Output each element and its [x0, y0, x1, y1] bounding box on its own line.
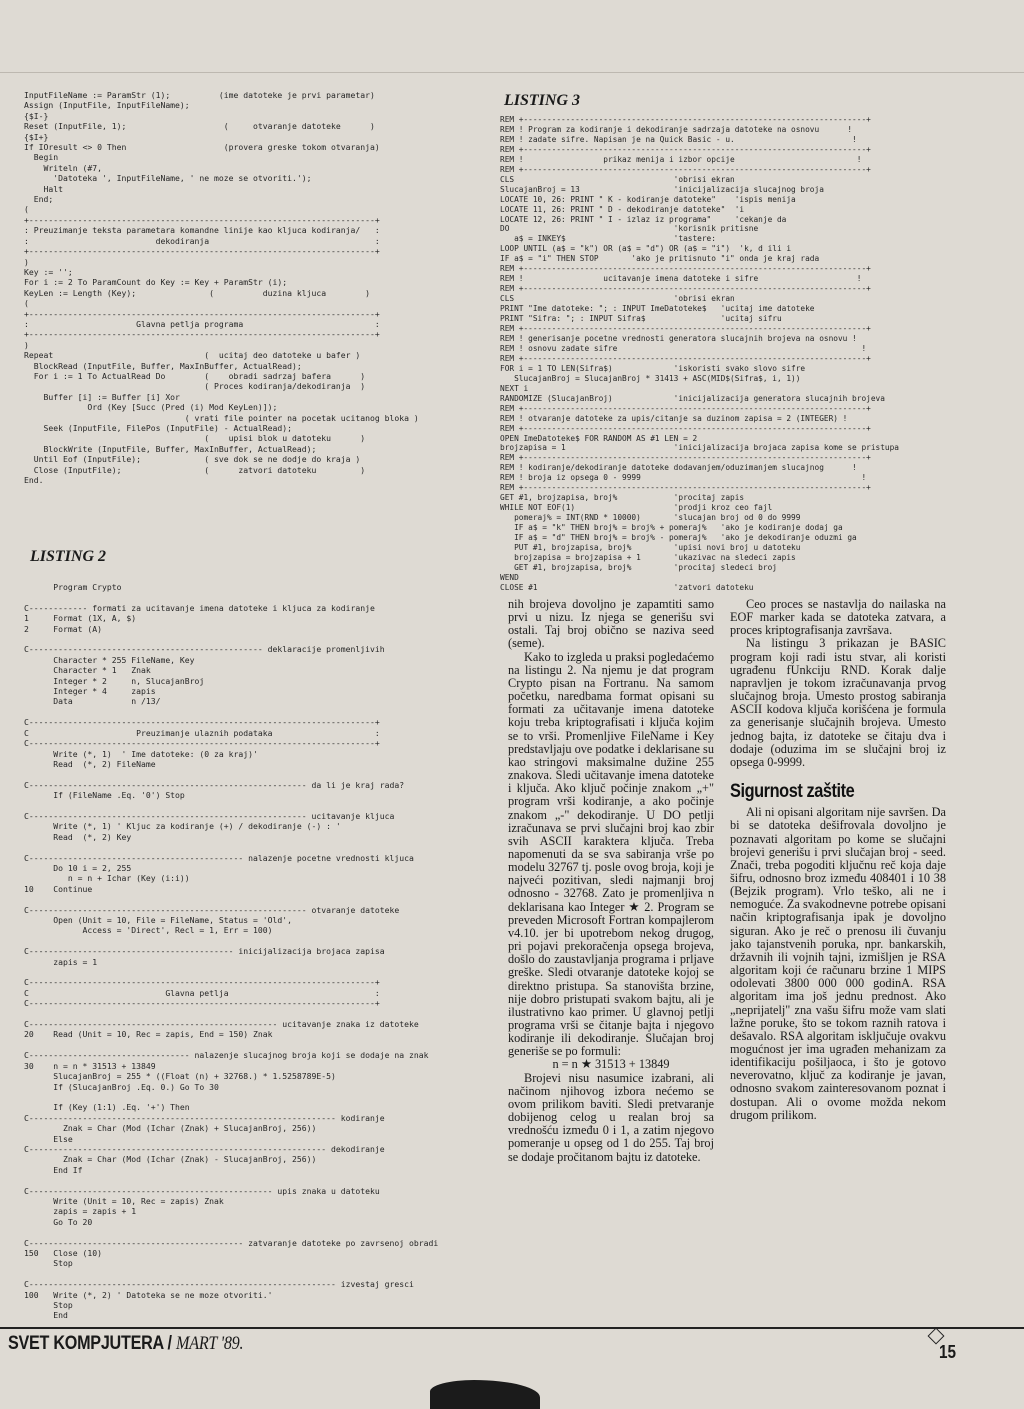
- section-heading: Sigurnost zaštite: [730, 781, 855, 803]
- article-paragraph: nih brojeva dovoljno je zapamtiti samo prvi u nizu. Iz njega se generišu svi ostali. Taj broj obično se naziva seed (seme).: [508, 598, 714, 651]
- listing-1-code-continuation: InputFileName := ParamStr (1); (ime datoteke je prvi parametar) Assign (InputFile, InputFileName); {$I-} Reset (InputFile, 1); ( otvaranje datoteke ) {$I+} If IOresult <> 0 Then (provera greske tokom otvaranja) Begin Writeln (#7, 'Datoteka ', InputFileName, ' ne moze se otvoriti.'); Halt End; ( +-----------------------------------------------------------------------+ : Preuzimanje teksta parametara komandne linije kao kljuca kodiranja/ : : dekodiranja : +-----------------------------------------------------------------------+ ) Key := ''; For i := 2 To ParamCount do Key := Key + ParamStr (i); KeyLen := Length (Key); ( duzina kljuca ) ( +-----------------------------------------------------------------------+ : Glavna petlja programa : +-----------------------------------------------------------------------+ ) Repeat ( ucitaj deo datoteke u bafer ) BlockRead (InputFile, Buffer, MaxInBuffer, ActualRead); For i := 1 To ActualRead Do ( obradi sadrzaj bafera ) ( Proces kodiranja/dekodiranja ) Buffer [i] := Buffer [i] Xor Ord (Key [Succ (Pred (i) Mod KeyLen)]); ( vrati file pointer na pocetak ucitanog bloka ) Seek (InputFile, FilePos (InputFile) - ActualRead); ( upisi blok u datoteku ) BlockWrite (InputFile, Buffer, MaxInBuffer, ActualRead); Until Eof (InputFile); ( sve dok se ne dodje do kraja ) Close (InputFile); ( zatvori datoteku ) End.: [24, 90, 419, 486]
- article-paragraph: Na listingu 3 prikazan je BASIC program koji radi istu stvar, ali koristi ugrađenu fUnkciju RND. Korak dalje napravljen je tokom izračunavanja prvog slučajnog broja. Umesto prostog sabiranja ASCII kodova ključa korišćena je formula za generisanje slučajnih brojeva. Umesto jednog bajta, iz datoteke se čitaju dva i dodaje (oduzima im se slučajni broj iz opsega 0-9999.: [730, 636, 946, 769]
- article-column-1: [508, 598, 714, 1323]
- listing-2-code: Program Crypto C------------ formati za ucitavanje imena datoteke i kljuca za kodiranje 1 Format (1X, A, $) 2 Format (A) C------------------------------------------------ deklaracije promenljivih Character * 255 FileName, Key Character * 1 Znak Integer * 2 n, SlucajanBroj Integer * 4 zapis Data n /13/ C-----------------------------------------------------------------------+ C Preuzimanje ulaznih podataka : C-----------------------------------------------------------------------+ Write (*, 1) ' Ime datoteke: (0 za kraj)' Read (*, 2) FileName C--------------------------------------------------------- da li je kraj rada? If (FileName .Eq. '0') Stop C--------------------------------------------------------- ucitavanje kljuca Write (*, 1) ' Kljuc za kodiranje (+) / dekodiranje (-) : ' Read (*, 2) Key C-------------------------------------------- nalazenje pocetne vrednosti kljuca Do 10 i = 2, 255 n = n + Ichar (Key (i:i)) 10 Continue C--------------------------------------------------------- otvaranje datoteke Open (Unit = 10, File = FileName, Status = 'Old', Access = 'Direct', Recl = 1, Err = 100) C------------------------------------------ inicijalizacija brojaca zapisa zapis = 1 C-----------------------------------------------------------------------+ C Glavna petlja : C-----------------------------------------------------------------------+ C--------------------------------------------------- ucitavanje znaka iz datoteke 20 Read (Unit = 10, Rec = zapis, End = 150) Znak C--------------------------------- nalazenje slucajnog broja koji se dodaje na znak 30 n = n * 31513 + 13849 SlucajanBroj = 255 * ((Float (n) + 32768.) * 1.5258789E-5) If (SlucajanBroj .Eq. 0.) Go To 30 If (Key (1:1) .Eq. '+') Then C--------------------------------------------------------------- kodiranje Znak = Char (Mod (Ichar (Znak) + SlucajanBroj, 256)) Else C------------------------------------------------------------- dekodiranje Znak = Char (Mod (Ichar (Znak) - SlucajanBroj, 256)) End If C-------------------------------------------------- upis znaka u datoteku Write (Unit = 10, Rec = zapis) Znak zapis = zapis + 1 Go To 20 C-------------------------------------------- zatvaranje datoteke po zavrsenoj obradi 150 Close (10) Stop C--------------------------------------------------------------- izvestaj gresci 100 Write (*, 2) ' Datoteka se ne moze otvoriti.' Stop End: [24, 582, 439, 1321]
- footer-rule: [0, 1327, 1024, 1329]
- article-paragraph: Kako to izgleda u praksi pogledaćemo na listingu 2. Na njemu je dat program Crypto pisan na Fortranu. Na samom početku, naredbama format opisani su formati za učitavanje imena datoteke koju treba kriptografisati i ključa kojim se to vrši. Promenljive FileName i Key predstavljaju ove podatke i deklarisane su kao stringovi maksimalne dužine 255 znakova. Sledi učitavanje imena datoteke i ključa. Ako ključ počinje znakom „+" program vrši kodiranje, a ako počinje znakom „-" dekodiranje. U DO petlji izračunava se prvi slučajni broj kao zbir svih ASCII karaktera ključa. Treba napomenuti da se sva sabiranja vrše po modelu 32767 tj. posle ovog broja, koji je najveći pozitivan, sledi najmanji broj odnosno - 32768. Zato je promenljiva n deklarisana kao Integer ★ 2. Program se preveden Microsoft Fortran kompajlerom v4.10. jer bi upotrebom nekog drugog, pri pojavi prekoračenja opsega brojeva, došlo do zaustavljanja programa i prljave greške. Sledi otvaranje datoteke kojoj se direktno pristupa. Sa stanovišta brzine, nije dobro pristupati svakom bajtu, ali je ilustrativno kao primer. U glavnoj petlji programa vrši se čitanje bajta i njegovo kodiranje ili dekodiranje. Slučajan broj generiše se po formuli:: [508, 649, 714, 1059]
- page-number: 15: [938, 1342, 956, 1362]
- formula: n = n ★ 31513 + 13849: [552, 1057, 670, 1072]
- listing-2-title: LISTING 2: [30, 548, 107, 565]
- listing-3-title: LISTING 3: [504, 92, 581, 109]
- issue-date: MART '89.: [176, 1333, 244, 1354]
- footer-magazine-name: [8, 1333, 243, 1355]
- article-paragraph: Ali ni opisani algoritam nije savršen. Da bi se datoteka dešifrovala dovoljno je poznavati algoritam po kome se slučajni brojevi generišu i prvi slučajan broj - seed. Znači, treba pogoditi ključnu reč koja daje šifru, odnosno broz između 408401 i 10 38 (Bejzik program). Vrlo teško, ali ne i nemoguće. Za svakodnevne potrebe opisani način kriptografisanja ipak je dovoljno siguran. Ako je reč o prenosu ili čuvanju jako tajanstvenih poruka, npr. bankarskih, državnih ili vojnih tajni, izmišljen je RSA algoritam koji će računaru brzine 1 MIPS odolevati 3800 000 000 godinA. RSA algoritam ima još jednu prednost. Ako „neprijatelj" zna vašu šifru može vam slati lažne poruke, što se tokom raznih ratova i dešavalo. RSA algoritam isključuje ovakvu mogućnost jer ima ugrađen mehanizam za identifikaciju pošiljaoca, i što je gotovo neverovatno, ključ za kodiranje je javan, odnosno svakom zainteresovanom poznat i dostupan. Ali o ovome možda nekom drugom prilikom.: [730, 805, 946, 1122]
- article-column-2: [730, 598, 946, 1323]
- listing-3-code: REM +-------------------------------------------------------------------------+ REM ! Program za kodiranje i dekodiranje sadrzaja datoteke na osnovu ! REM ! zadate sifre. Napisan je na Quick Basic - u. ! REM +-------------------------------------------------------------------------+ REM ! prikaz menija i izbor opcije ! REM +-------------------------------------------------------------------------+ CLS 'obrisi ekran SlucajanBroj = 13 'inicijalizacija slucajnog broja LOCATE 10, 26: PRINT " K - kodiranje datoteke" 'ispis menija LOCATE 11, 26: PRINT " D - dekodiranje datoteke" 'i LOCATE 12, 26: PRINT " I - izlaz iz programa" 'cekanje da DO 'korisnik pritisne a$ = INKEY$ 'tastere: LOOP UNTIL (a$ = "k") OR (a$ = "d") OR (a$ = "i") 'k, d ili i IF a$ = "i" THEN STOP 'ako je pritisnuto "i" onda je kraj rada REM +-------------------------------------------------------------------------+ REM ! ucitavanje imena datoteke i sifre ! REM +-------------------------------------------------------------------------+ CLS 'obrisi ekran PRINT "Ime datoteke: "; : INPUT ImeDatoteke$ 'ucitaj ime datoteke PRINT "Sifra: "; : INPUT Sifra$ 'ucitaj sifru REM +-------------------------------------------------------------------------+ REM ! generisanje pocetne vrednosti generatora slucajnih brojeva na osnovu ! REM ! osnovu zadate sifre ! REM +-------------------------------------------------------------------------+ FOR i = 1 TO LEN(Sifra$) 'iskoristi svako slovo sifre SlucajanBroj = SlucajanBroj * 31413 + ASC(MID$(Sifra$, i, 1)) NEXT i RANDOMIZE (SlucajanBroj) 'inicijalizacija generatora slucajnih brojeva REM +-------------------------------------------------------------------------+ REM ! otvaranje datoteke za upis/citanje sa duzinom zapisa = 2 (INTEGER) ! REM +-------------------------------------------------------------------------+ OPEN ImeDatoteke$ FOR RANDOM AS #1 LEN = 2 brojzapisa = 1 'inicijalizacija brojaca zapisa kome se pristupa REM +-------------------------------------------------------------------------+ REM ! kodiranje/dekodiranje datoteke dodavanjem/oduzimanjem slucajnog ! REM ! broja iz opsega 0 - 9999 ! REM +-------------------------------------------------------------------------+ GET #1, brojzapisa, broj% 'procitaj zapis WHILE NOT EOF(1) 'prodji kroz ceo fajl pomeraj% = INT(RND * 10000) 'slucajan broj od 0 do 9999 IF a$ = "k" THEN broj% = broj% + pomeraj% 'ako je kodiranje dodaj ga IF a$ = "d" THEN broj% = broj% - pomeraj% 'ako je dekodiranje oduzmi ga PUT #1, brojzapisa, broj% 'upisi novi broj u datoteku brojzapisa = brojzapisa + 1 'ukazivac na sledeci zapis GET #1, brojzapisa, broj% 'procitaj sledeci broj WEND CLOSE #1 'zatvori datoteku: [500, 115, 900, 592]
- article-paragraph: Brojevi nisu nasumice izabrani, ali načinom njihovog izbora nećemo se ovom prilikom baviti. Sledi pretvaranje dobijenog celog u realan broj sa vrednošću između 0 i 1, a zatim njegovo pomeranje u opseg od 1 do 255. Taj broj se dodaje pročitanom bajtu iz datoteke.: [508, 1070, 714, 1164]
- binding-clip: [430, 1380, 540, 1409]
- top-edge-rule: [0, 72, 1024, 73]
- article-paragraph: Ceo proces se nastavlja do nailaska na EOF marker kada se datoteka zatvara, a proces kriptografisanja završava.: [730, 598, 946, 638]
- magazine-name: SVET KOMPJUTERA /: [8, 1333, 172, 1354]
